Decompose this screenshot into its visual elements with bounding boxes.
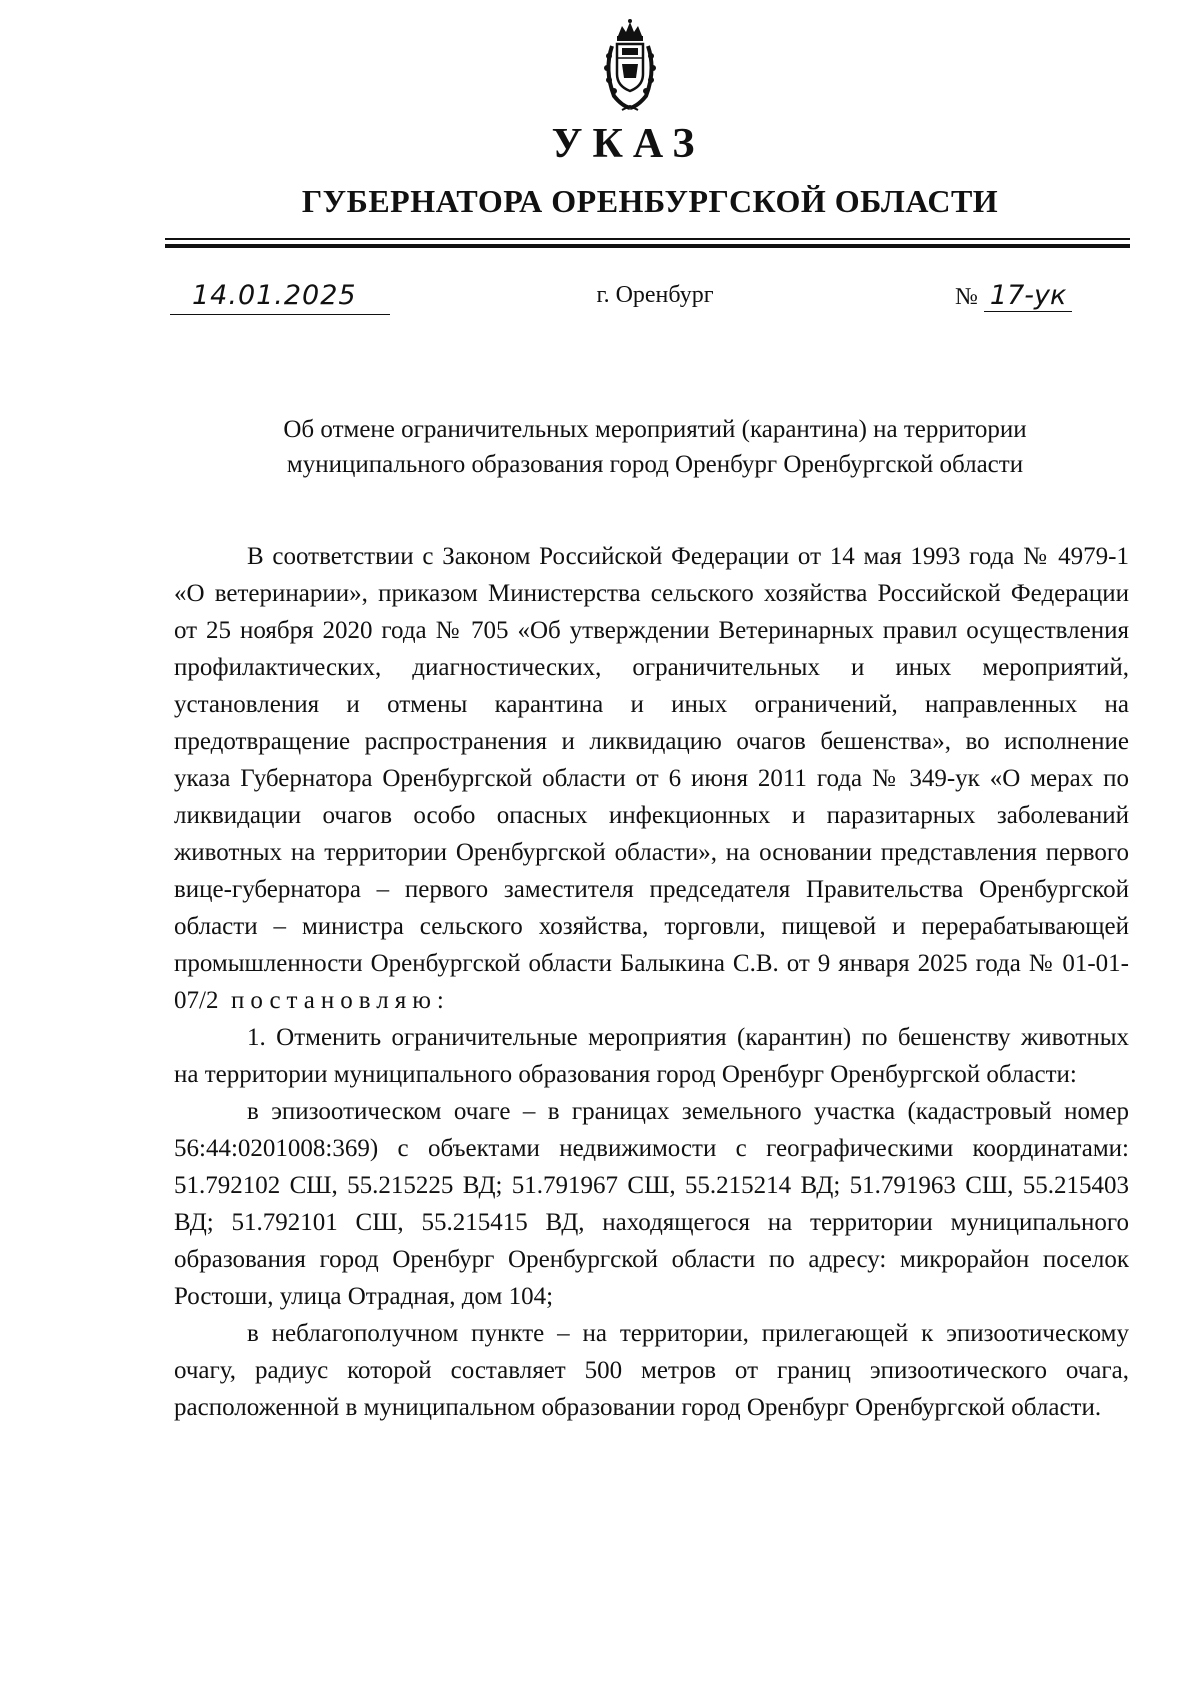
decree-city: г. Оренбург (596, 282, 714, 308)
heading-line-1: Об отмене ограничительных мероприятий (карантина) на территории (283, 416, 1027, 443)
preamble-text: В соответствии с Законом Российской Федерации от 14 мая 1993 года № 4979-1 «О ветеринарии», приказом Министерства сельского хозяйства Российской Федерации от 25 ноября 2020 года № 705 «Об утверждении Ветеринарных правил осуществления профилактических, диагностических, ограничительных и иных мероприятий, установления и отмены карантина и иных ограничений, направленных на предотвращение распространения и ликвидацию очагов бешенства», во исполнение указа Губернатора Оренбургской области от 6 июня 2011 года № 349-ук «О мерах по ликвидации очагов особо опасных инфекционных и паразитарных заболеваний животных на территории Оренбургской области», на основании представления первого вице-губернатора – первого заместителя председателя Правительства Оренбургской области – министра сельского хозяйства, торговли, пищевой и перерабатывающей промышленности Оренбургской области Балыкина С.В. от 9 января 2025 года № 01-01-07/2 (174, 543, 1129, 1014)
item-1-area-paragraph: в неблагополучном пункте – на территории, прилегающей к эпизоотическому очагу, радиус которой составляет 500 метров от границ эпизоотического очага, расположенной в муниципальном образовании город Оренбург Оренбургской области. (174, 1320, 1129, 1421)
header-divider-thin (165, 238, 1130, 240)
decree-number-field (955, 280, 1072, 312)
item-1-paragraph: 1. Отменить ограничительные мероприятия (карантин) по бешенству животных на территории муниципального образования город Оренбург Оренбургской области: (174, 1024, 1129, 1088)
orenburg-coat-of-arms-icon (600, 18, 660, 114)
item-1-focus-paragraph: в эпизоотическом очаге – в границах земельного участка (кадастровый номер 56:44:0201008:369) с объектами недвижимости с географическими координатами: 51.792102 СШ, 55.215225 ВД; 51.791967 СШ, 55.215214 ВД; 51.791963 СШ, 55.215403 ВД; 51.792101 СШ, 55.215415 ВД, находящегося на территории муниципального образования город Оренбург Оренбургской области по адресу: микрорайон поселок Ростоши, улица Отрадная, дом 104; (174, 1098, 1129, 1310)
decree-date: 14.01.2025 (192, 280, 357, 311)
header-divider-thick (165, 244, 1130, 248)
decree-body (174, 538, 1129, 1426)
number-sign: № (955, 284, 978, 310)
preamble-paragraph (174, 538, 1129, 1019)
decree-word: постановляю: (230, 987, 450, 1014)
issuer-title: ГУБЕРНАТОРА ОРЕНБУРГСКОЙ ОБЛАСТИ (301, 183, 999, 219)
document-title: УКАЗ (551, 121, 705, 167)
decree-number: 17-ук (984, 280, 1072, 312)
decree-heading (200, 412, 1110, 482)
heading-line-2: муниципального образования город Оренбург Оренбургской области (286, 451, 1024, 478)
